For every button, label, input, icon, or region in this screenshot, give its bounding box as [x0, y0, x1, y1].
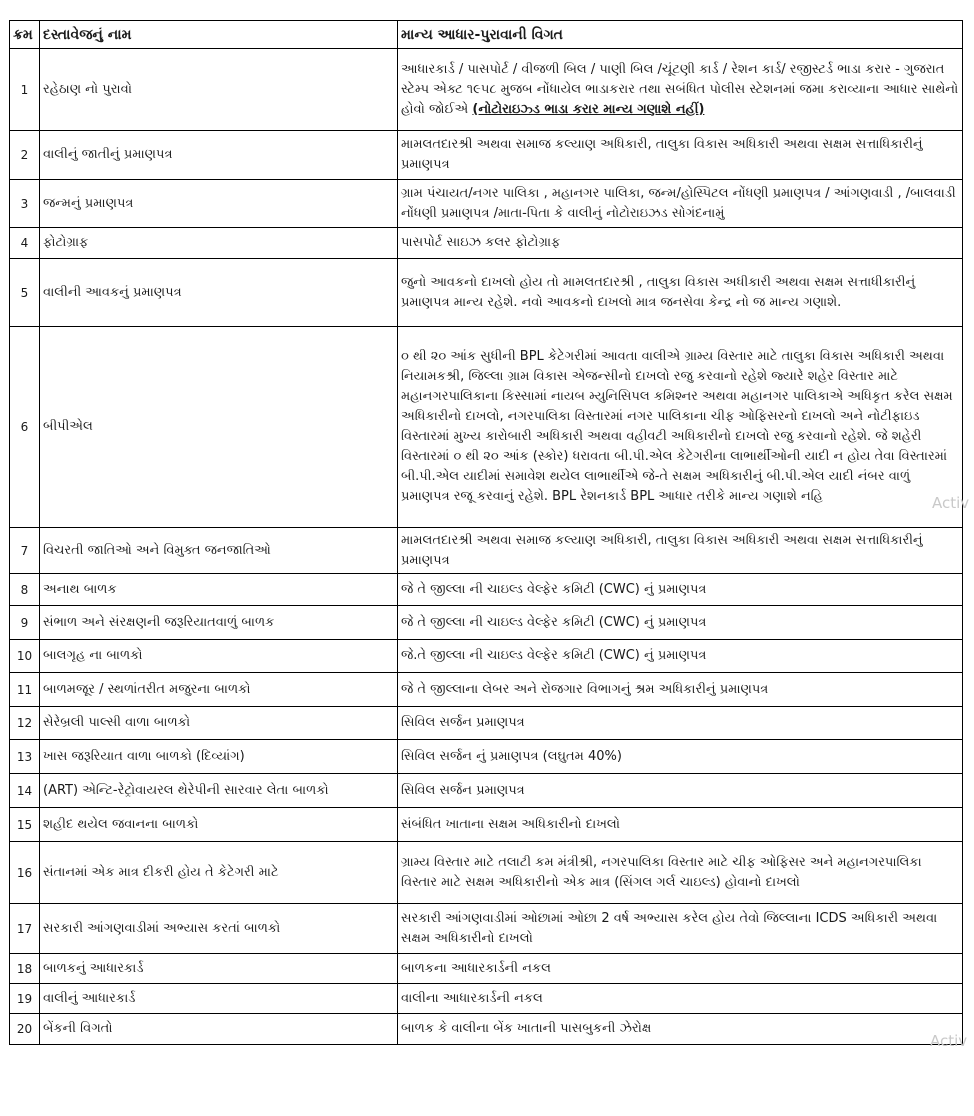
row-proof-note: (નોટોરાઇઝ્ડ ભાડા કરાર માન્ય ગણાશે નહીં) [472, 101, 705, 117]
row-document: બાલગૃહ ના બાળકો [40, 640, 398, 673]
table-row [10, 842, 963, 904]
row-document: વાલીની આવકનું પ્રમાણપત્ર [40, 259, 398, 327]
row-proof: બાળકના આધારકાર્ડની નકલ [398, 954, 963, 984]
row-document: બેંકની વિગતો [40, 1014, 398, 1045]
row-sr: 17 [10, 904, 40, 954]
row-document: બાળકનું આધારકાર્ડ [40, 954, 398, 984]
row-proof: મામલતદારશ્રી અથવા સમાજ કલ્યાણ અધિકારી, તાલુકા વિકાસ અધિકારી અથવા સક્ષમ સત્તાધિકારીનું પ્રમાણપત્ર [398, 528, 963, 574]
header-proof: માન્ય આધાર-પુરાવાની વિગત [398, 21, 963, 49]
row-proof: પાસપોર્ટ સાઇઝ કલર ફોટોગ્રાફ [398, 228, 963, 259]
row-sr: 1 [10, 49, 40, 131]
row-document: સરકારી આંગણવાડીમાં અભ્યાસ કરતાં બાળકો [40, 904, 398, 954]
row-proof: સંબંધિત ખાતાના સક્ષમ અધિકારીનો દાખલો [398, 808, 963, 842]
row-proof: ગ્રામ્ય વિસ્તાર માટે તલાટી કમ મંત્રીશ્રી, નગરપાલિકા વિસ્તાર માટે ચીફ ઓફિસર અને મહાનગરપાલિકા વિસ્તાર માટે સક્ષમ અધિકારીનો એક માત્ર (સિંગલ ગર્લ ચાઇલ્ડ) હોવાનો દાખલો [398, 842, 963, 904]
documents-table [9, 20, 963, 1045]
table-row [10, 774, 963, 808]
row-document: વિચરતી જાતિઓ અને વિમુક્ત જનજાતિઓ [40, 528, 398, 574]
row-sr: 12 [10, 707, 40, 740]
row-proof: સરકારી આંગણવાડીમાં ઓછામાં ઓછા 2 વર્ષ અભ્યાસ કરેલ હોય તેવો જિલ્લાના ICDS અધિકારી અથવા સક્ષમ અધિકારીનો દાખલો [398, 904, 963, 954]
row-proof: બાળક કે વાલીના બેંક ખાતાની પાસબુકની ઝેરોક્ષ [398, 1014, 963, 1045]
row-sr: 5 [10, 259, 40, 327]
row-document: જન્મનું પ્રમાણપત્ર [40, 180, 398, 228]
row-sr: 15 [10, 808, 40, 842]
table-row [10, 327, 963, 528]
row-proof: જુનો આવકનો દાખલો હોય તો મામલતદારશ્રી , તાલુકા વિકાસ અધીકારી અથવા સક્ષમ સત્તાધીકારીનું પ્રમાણપત્ર માન્ય રહેશે. નવો આવકનો દાખલો માત્ર જનસેવા કેન્દ્ર નો જ માન્ય ગણાશે. [398, 259, 963, 327]
row-proof: ગ્રામ પંચાયત/નગર પાલિકા , મહાનગર પાલિકા, જન્મ/હોસ્પિટલ નોંધણી પ્રમાણપત્ર / આંગણવાડી , /બાલવાડી નોંધણી પ્રમાણપત્ર /માતા-પિતા કે વાલીનું નોટોરાઇઝડ સોગંદનામું [398, 180, 963, 228]
header-document: દસ્તાવેજનું નામ [40, 21, 398, 49]
row-sr: 16 [10, 842, 40, 904]
row-proof: મામલતદારશ્રી અથવા સમાજ કલ્યાણ અધિકારી, તાલુકા વિકાસ અધિકારી અથવા સક્ષમ સત્તાધિકારીનું પ્રમાણપત્ર [398, 131, 963, 180]
table-row [10, 528, 963, 574]
table-row [10, 640, 963, 673]
row-document: ફોટોગ્રાફ [40, 228, 398, 259]
table-row [10, 808, 963, 842]
row-sr: 8 [10, 574, 40, 606]
row-sr: 7 [10, 528, 40, 574]
row-document: શહીદ થયેલ જવાનના બાળકો [40, 808, 398, 842]
row-sr: 19 [10, 984, 40, 1014]
row-sr: 6 [10, 327, 40, 528]
row-proof: જે તે જીલ્લાના લેબર અને રોજગાર વિભાગનું શ્રમ અધિકારીનું પ્રમાણપત્ર [398, 673, 963, 707]
row-document: ખાસ જરૂરિયાત વાળા બાળકો (દિવ્યાંગ) [40, 740, 398, 774]
row-document: બીપીએલ [40, 327, 398, 528]
row-document: સંભાળ અને સંરક્ષણની જરૂરિયાતવાળું બાળક [40, 606, 398, 640]
row-proof [398, 49, 963, 131]
row-sr: 14 [10, 774, 40, 808]
row-proof: ૦ થી ૨૦ આંક સુધીની BPL કેટેગરીમાં આવતા વાલીએ ગ્રામ્ય વિસ્તાર માટે તાલુકા વિકાસ અધિકારી અથવા નિયામકશ્રી, જિલ્લા ગ્રામ વિકાસ એજન્સીનો દાખલો રજુ કરવાનો રહેશે જ્યારે શહેર વિસ્તાર માટે મહાનગરપાલિકાના કિસ્સામાં નાયબ મ્યુનિસિપલ કમિશ્નર અથવા મહાનગર પાલિકાએ અધિકૃત કરેલ સક્ષમ અધિકારીનો દાખલો, નગરપાલિકા વિસ્તારમાં નગર પાલિકાના ચીફ ઓફિસરનો દાખલો અને નોટીફાઇડ વિસ્તારમાં મુખ્ય કારોબારી અધિકારી અથવા વહીવટી અધિકારીનો દાખલો રજુ કરવાનો રહેશે. જે શહેરી વિસ્તારમાં ૦ થી ૨૦ આંક (સ્કોર) ધરાવતા બી.પી.એલ કેટેગરીના લાભાર્થીઓની યાદી ન હોય તેવા વિસ્તારમાં બી.પી.એલ યાદીમાં સમાવેશ થયેલ લાભાર્થીએ જે-તે સક્ષમ અધિકારીનું બી.પી.એલ યાદી નંબર વાળું પ્રમાણપત્ર રજૂ કરવાનું રહેશે. BPL રેશનકાર્ડ BPL આધાર તરીકે માન્ય ગણાશે નહિ [398, 327, 963, 528]
table-header-row [10, 21, 963, 49]
row-document: બાળમજૂર / સ્થળાંતરીત મજુરના બાળકો [40, 673, 398, 707]
table-row [10, 228, 963, 259]
row-document: વાલીનું જાતીનું પ્રમાણપત્ર [40, 131, 398, 180]
row-sr: 10 [10, 640, 40, 673]
row-document: રહેઠાણ નો પુરાવો [40, 49, 398, 131]
table-row [10, 574, 963, 606]
row-sr: 13 [10, 740, 40, 774]
row-sr: 4 [10, 228, 40, 259]
watermark-text: Activ [932, 494, 970, 512]
table-row [10, 259, 963, 327]
row-document: અનાથ બાળક [40, 574, 398, 606]
row-sr: 9 [10, 606, 40, 640]
row-proof-text: આધારકાર્ડ / પાસપોર્ટ / વીજળી બિલ / પાણી બિલ /ચૂંટણી કાર્ડ / રેશન કાર્ડ/ રજીસ્ટર્ડ ભાડા કરાર - ગુજરાત સ્ટેમ્પ એક્ટ ૧૯૫૮ મુજબ નોંધાયેલ ભાડાકરાર તથા સબંધિત પોલીસ સ્ટેશનમાં જમા કરાવ્યાના આધાર સાથેનો હોવો જોઈએ [401, 61, 959, 117]
header-sr: ક્રમ [10, 21, 40, 49]
row-proof: સિવિલ સર્જન પ્રમાણપત્ર [398, 707, 963, 740]
table-row [10, 954, 963, 984]
table-row [10, 1014, 963, 1045]
row-sr: 3 [10, 180, 40, 228]
row-document: સંતાનમાં એક માત્ર દીકરી હોય તે કેટેગરી માટે [40, 842, 398, 904]
row-document: વાલીનું આધારકાર્ડ [40, 984, 398, 1014]
table-row [10, 673, 963, 707]
table-row [10, 49, 963, 131]
row-proof: જે તે જીલ્લા ની ચાઇલ્ડ વેલ્ફેર કમિટી (CWC) નું પ્રમાણપત્ર [398, 574, 963, 606]
row-sr: 11 [10, 673, 40, 707]
watermark-text: Activ [930, 1032, 968, 1050]
row-proof: સિવિલ સર્જન નું પ્રમાણપત્ર (લઘુતમ 40%) [398, 740, 963, 774]
row-sr: 2 [10, 131, 40, 180]
table-row [10, 131, 963, 180]
table-row [10, 984, 963, 1014]
row-sr: 18 [10, 954, 40, 984]
table-row [10, 904, 963, 954]
row-document: સેરેબ્રલી પાલ્સી વાળા બાળકો [40, 707, 398, 740]
row-sr: 20 [10, 1014, 40, 1045]
row-proof: વાલીના આધારકાર્ડની નકલ [398, 984, 963, 1014]
row-document: (ART) એન્ટિ-રેટ્રોવાયરલ થેરેપીની સારવાર લેતા બાળકો [40, 774, 398, 808]
table-row [10, 180, 963, 228]
row-proof: જે તે જીલ્લા ની ચાઇલ્ડ વેલ્ફેર કમિટી (CWC) નું પ્રમાણપત્ર [398, 606, 963, 640]
row-proof: સિવિલ સર્જન પ્રમાણપત્ર [398, 774, 963, 808]
table-row [10, 740, 963, 774]
table-row [10, 707, 963, 740]
row-proof: જે.તે જીલ્લા ની ચાઇલ્ડ વેલ્ફેર કમિટી (CWC) નું પ્રમાણપત્ર [398, 640, 963, 673]
table-row [10, 606, 963, 640]
